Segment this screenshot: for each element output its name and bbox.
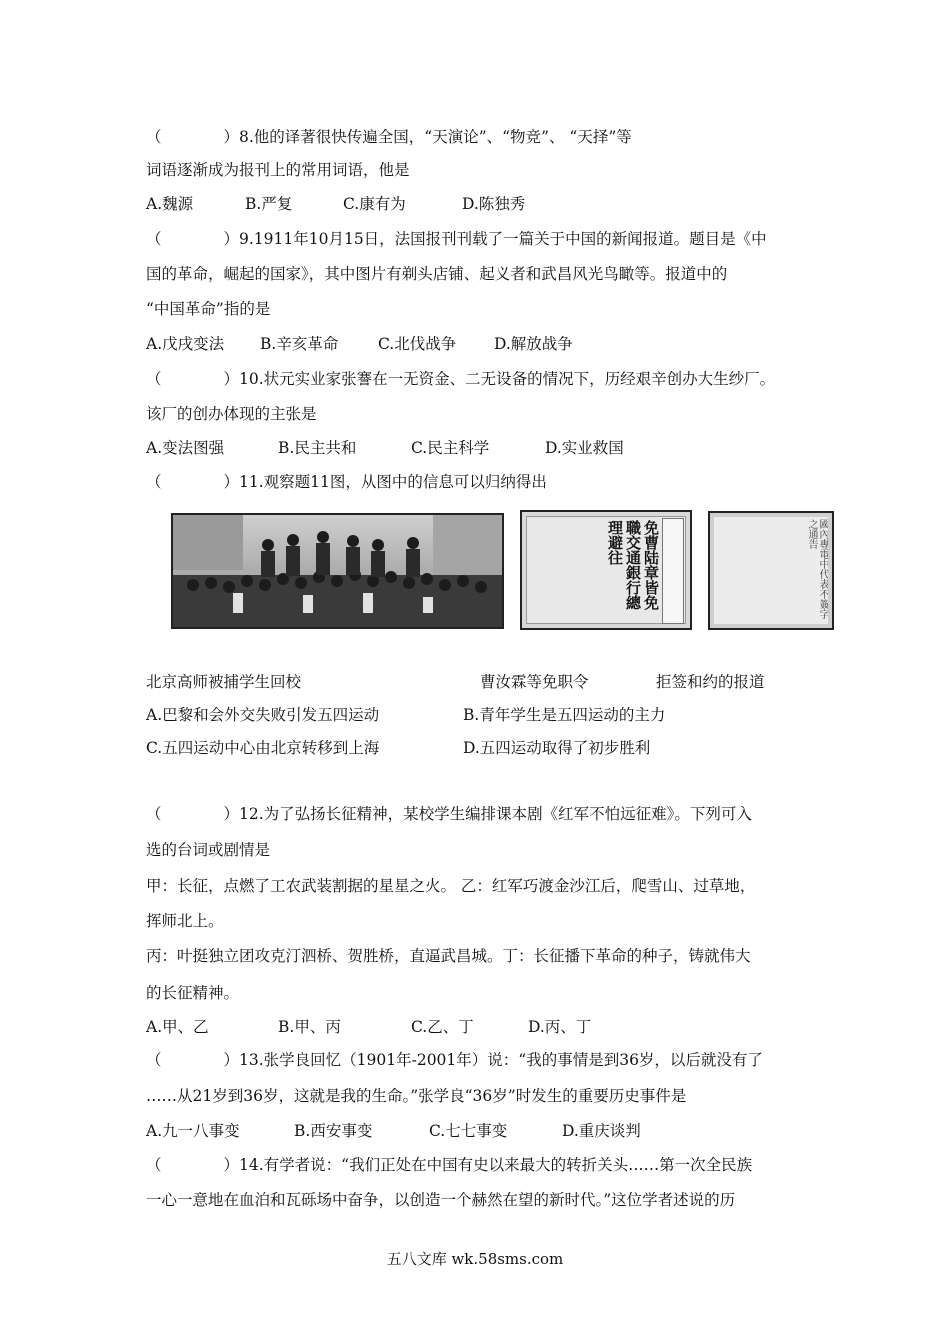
q10-option-b: B.民主共和 bbox=[278, 439, 357, 457]
page-footer-watermark: 五八文库 wk.58sms.com bbox=[386, 1250, 564, 1268]
q9-option-d: D.解放战争 bbox=[494, 335, 573, 353]
q13-stem-line1: （ ）13.张学良回忆（1901年-2001年）说：“我的事情是到36岁，以后就没有了 bbox=[146, 1051, 763, 1069]
q9-option-b: B.辛亥革命 bbox=[260, 335, 339, 353]
treaty-refusal-report-clipping bbox=[708, 511, 834, 630]
q12-line-bing-ding: 丙：叶挺独立团攻克汀泗桥、贺胜桥，直逼武昌城。丁：长征播下革命的种子，铸就伟大 bbox=[146, 947, 751, 965]
q12-stem-line2: 选的台词或剧情是 bbox=[146, 841, 271, 859]
q12-option-a: A.甲、乙 bbox=[146, 1018, 209, 1036]
q12-line-yi-cont: 挥师北上。 bbox=[146, 912, 224, 930]
caption-dismissal-order: 曹汝霖等免职令 bbox=[480, 673, 589, 691]
q9-stem-line3: “中国革命”指的是 bbox=[146, 300, 271, 318]
q12-stem-line1: （ ）12.为了弘扬长征精神，某校学生编排课本剧《红军不怕远征难》。下列可入 bbox=[146, 805, 752, 823]
students-return-photo-image bbox=[173, 515, 502, 627]
q12-option-d: D.丙、丁 bbox=[528, 1018, 592, 1036]
q11-stem-line1: （ ）11.观察题11图，从图中的信息可以归纳得出 bbox=[146, 473, 547, 491]
q10-option-a: A.变法图强 bbox=[146, 439, 225, 457]
q14-stem-line2: 一心一意地在血泊和瓦砾场中奋争，以创造一个赫然在望的新时代。”这位学者述说的历 bbox=[146, 1191, 736, 1209]
q12-option-c: C.乙、丁 bbox=[411, 1018, 474, 1036]
q13-option-c: C.七七事变 bbox=[429, 1122, 508, 1140]
clipping-header-box bbox=[662, 518, 684, 624]
q13-option-b: B.西安事变 bbox=[294, 1122, 373, 1140]
q12-line-jia-yi: 甲：长征，点燃了工农武装割据的星星之火。 乙：红军巧渡金沙江后，爬雪山、过草地， bbox=[146, 877, 756, 895]
q8-stem-line1: （ ）8.他的译著很快传遍全国，“天演论”、“物竞”、 “天择”等 bbox=[146, 128, 632, 146]
q8-option-b: B.严复 bbox=[245, 195, 293, 213]
dismissal-order-clipping bbox=[520, 510, 692, 630]
q8-option-a: A.魏源 bbox=[146, 195, 194, 213]
caption-treaty-refusal: 拒签和约的报道 bbox=[656, 673, 765, 691]
q8-option-d: D.陈独秀 bbox=[462, 195, 526, 213]
q13-option-a: A.九一八事变 bbox=[146, 1122, 240, 1140]
q8-stem-line2: 词语逐渐成为报刊上的常用词语，他是 bbox=[146, 161, 410, 179]
q10-option-d: D.实业救国 bbox=[545, 439, 624, 457]
q11-option-d: D.五四运动取得了初步胜利 bbox=[463, 739, 651, 757]
q11-option-b: B.青年学生是五四运动的主力 bbox=[463, 706, 666, 724]
q9-option-c: C.北伐战争 bbox=[378, 335, 457, 353]
treaty-refusal-report-clipping-text: 國內專電中代表不簽字之通告 bbox=[806, 519, 828, 619]
q11-option-a: A.巴黎和会外交失败引发五四运动 bbox=[146, 706, 380, 724]
q12-option-b: B.甲、丙 bbox=[278, 1018, 341, 1036]
q9-stem-line1: （ ）9.1911年10月15日，法国报刊刊载了一篇关于中国的新闻报道。题目是《中 bbox=[146, 230, 767, 248]
q8-option-c: C.康有为 bbox=[343, 195, 406, 213]
q11-option-c: C.五四运动中心由北京转移到上海 bbox=[146, 739, 380, 757]
caption-students-return: 北京高师被捕学生回校 bbox=[146, 673, 302, 691]
q10-option-c: C.民主科学 bbox=[411, 439, 490, 457]
q10-stem-line1: （ ）10.状元实业家张謇在一无资金、二无设备的情况下，历经艰辛创办大生纱厂。 bbox=[146, 370, 776, 388]
q10-stem-line2: 该厂的创办体现的主张是 bbox=[146, 405, 317, 423]
q13-option-d: D.重庆谈判 bbox=[562, 1122, 641, 1140]
students-return-photo bbox=[171, 513, 504, 629]
dismissal-order-clipping-text: 免曹陆章皆免職交通銀行總理避往 bbox=[606, 520, 660, 610]
q12-line-ding-cont: 的长征精神。 bbox=[146, 984, 240, 1002]
q13-stem-line2: ……从21岁到36岁，这就是我的生命。”张学良“36岁”时发生的重要历史事件是 bbox=[146, 1087, 687, 1105]
q14-stem-line1: （ ）14.有学者说：“我们正处在中国有史以来最大的转折关头……第一次全民族 bbox=[146, 1156, 753, 1174]
q9-option-a: A.戊戌变法 bbox=[146, 335, 225, 353]
q9-stem-line2: 国的革命，崛起的国家》，其中图片有剃头店铺、起义者和武昌风光鸟瞰等。报道中的 bbox=[146, 265, 728, 283]
